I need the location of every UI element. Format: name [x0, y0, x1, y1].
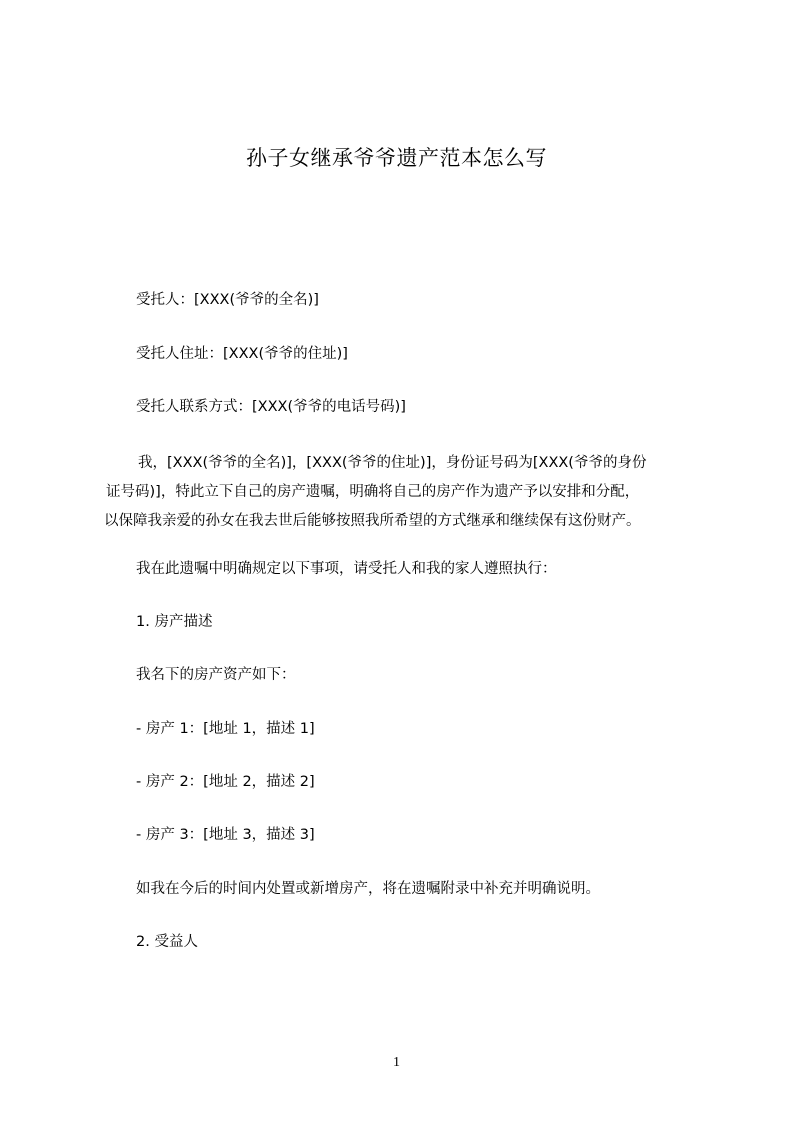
- property-item-2: - 房产 2：[地址 2，描述 2]: [136, 774, 315, 790]
- instruction-line: 我在此遗嘱中明确规定以下事项，请受托人和我的家人遵照执行：: [136, 561, 557, 577]
- intro-paragraph: [104, 449, 704, 536]
- section-1-heading: 1. 房产描述: [136, 614, 213, 630]
- trustee-address-line: 受托人住址：[XXX(爷爷的住址)]: [136, 346, 348, 362]
- section-2-heading: 2. 受益人: [136, 934, 198, 950]
- supplement-line: 如我在今后的时间内处置或新增房产，将在遗嘱附录中补充并明确说明。: [136, 881, 600, 897]
- intro-line-2: 证号码)]，特此立下自己的房产遗嘱，明确将自己的房产作为遗产予以安排和分配，: [106, 484, 640, 500]
- trustee-name-line: 受托人：[XXX(爷爷的全名)]: [136, 292, 319, 308]
- intro-line-1: 我，[XXX(爷爷的全名)]，[XXX(爷爷的住址)]，身份证号码为[XXX(爷爷的身份: [138, 455, 647, 471]
- page-number: 1: [393, 1055, 400, 1070]
- property-item-1: - 房产 1：[地址 1，描述 1]: [136, 721, 315, 737]
- trustee-contact-line: 受托人联系方式：[XXX(爷爷的电话号码)]: [136, 399, 406, 415]
- assets-intro-line: 我名下的房产资产如下：: [136, 667, 296, 683]
- intro-line-3: 以保障我亲爱的孙女在我去世后能够按照我所希望的方式继承和继续保有这份财产。: [104, 513, 641, 529]
- property-item-3: - 房产 3：[地址 3，描述 3]: [136, 827, 315, 843]
- document-title: 孙子女继承爷爷遗产范本怎么写: [246, 146, 547, 170]
